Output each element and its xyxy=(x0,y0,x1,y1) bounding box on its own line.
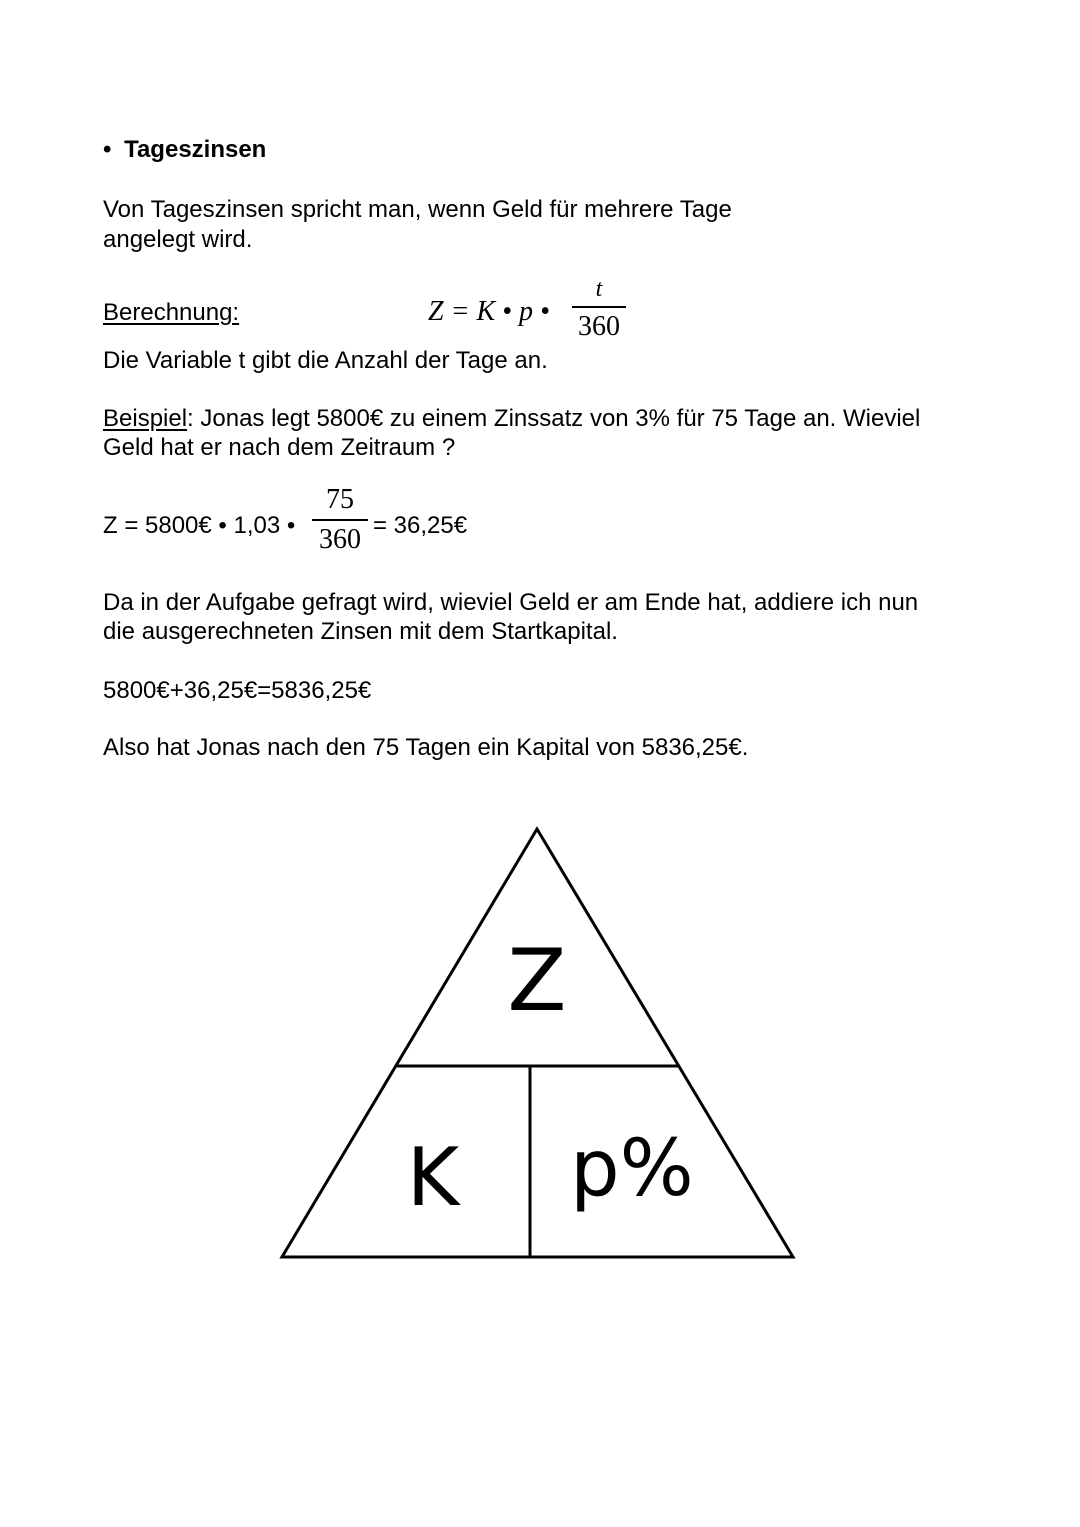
example-calc-numerator: 75 xyxy=(326,484,354,515)
formula-note: Die Variable t gibt die Anzahl der Tage an. xyxy=(103,347,548,374)
formula-lhs: Z = K • p • xyxy=(428,296,550,327)
explanation-line-1: Da in der Aufgabe gefragt wird, wieviel Geld er am Ende hat, addiere ich nun xyxy=(103,589,919,616)
formula-numerator: t xyxy=(595,276,603,302)
formula-denominator: 360 xyxy=(578,311,620,342)
sum-equation: 5800€+36,25€=5836,25€ xyxy=(103,677,372,704)
conclusion: Also hat Jonas nach den 75 Tagen ein Kapital von 5836,25€. xyxy=(103,734,749,761)
formula-label: Berechnung: xyxy=(103,299,240,326)
intro-line-2: angelegt wird. xyxy=(103,226,253,253)
triangle-bottom-left-label: K xyxy=(406,1131,460,1224)
triangle-top-label: Z xyxy=(507,931,567,1031)
example-label: Beispiel xyxy=(103,405,188,432)
example-calc-lhs: Z = 5800€ • 1,03 • xyxy=(103,512,296,539)
intro-line-1: Von Tageszinsen spricht man, wenn Geld für mehrere Tage xyxy=(103,196,732,223)
example-calc-denominator: 360 xyxy=(319,524,361,555)
section-title: Tageszinsen xyxy=(124,136,267,163)
triangle-outline xyxy=(282,829,793,1257)
triangle-bottom-right-label: p% xyxy=(570,1124,694,1214)
example-calc-result: = 36,25€ xyxy=(373,512,468,539)
example-text-1: : Jonas legt 5800€ zu einem Zinssatz von 3% für 75 Tage an. Wieviel xyxy=(187,405,921,432)
bullet: • xyxy=(103,136,112,163)
explanation-line-2: die ausgerechneten Zinsen mit dem Startkapital. xyxy=(103,618,618,645)
example-line-2: Geld hat er nach dem Zeitraum ? xyxy=(103,434,456,461)
